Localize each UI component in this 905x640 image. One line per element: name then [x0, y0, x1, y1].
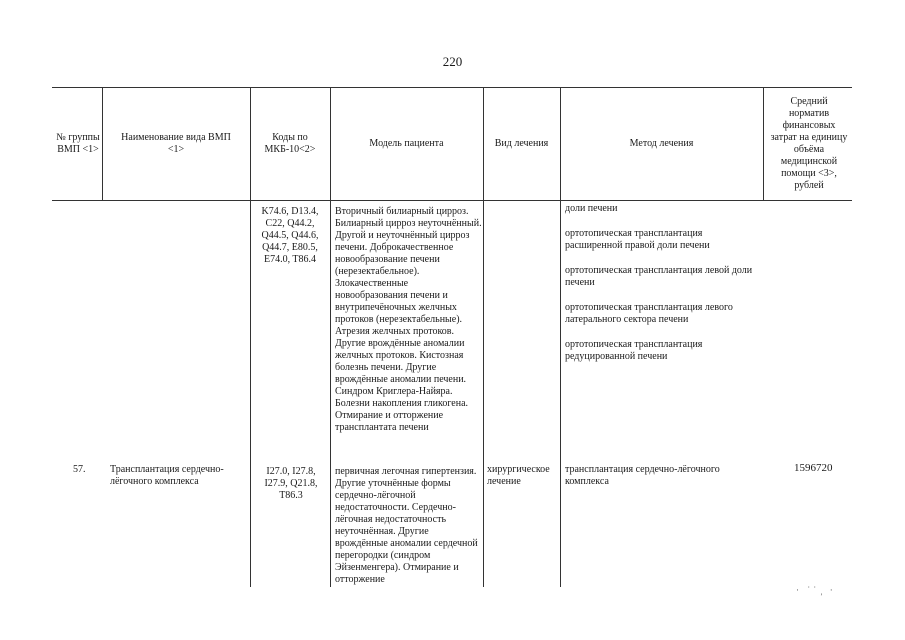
header-icd-codes-text: Коды по МКБ-10<2> — [264, 132, 316, 155]
column-divider-5 — [560, 87, 561, 587]
method-item: доли печени — [565, 203, 618, 214]
header-treatment-type-text: Вид лечения — [494, 138, 549, 149]
page-number: 220 — [442, 54, 463, 69]
header-group-number-text: № группы ВМП <1> — [56, 132, 100, 155]
table-row-2-methods — [565, 464, 760, 488]
header-patient-model-text: Модель пациента — [369, 138, 444, 149]
column-divider-4 — [483, 87, 484, 587]
column-divider-3 — [330, 87, 331, 587]
scan-artifact-marks: · ˙˙ ̦ · — [796, 585, 836, 595]
method-item: ортотопическая трансплантация левого латерального сектора печени — [565, 302, 733, 325]
table-row-2-treatment-type: хирургическое лечение — [487, 464, 550, 487]
column-divider-6 — [763, 87, 764, 200]
table-row-1-methods — [565, 203, 760, 376]
column-divider-1 — [102, 87, 103, 200]
table-row-2-codes: I27.0, I27.8, I27.9, Q21.8, T86.3 — [264, 466, 318, 501]
header-average-cost — [766, 88, 852, 200]
table-row-2-group-number: 57. — [73, 464, 86, 475]
method-item: трансплантация сердечно-лёгочного комплекса — [565, 464, 720, 487]
table-row-2-vmp-name: Трансплантация сердечно-лёгочного комплекса — [110, 464, 224, 487]
header-patient-model — [332, 90, 481, 198]
header-icd-codes — [252, 90, 328, 198]
header-treatment-method-text: Метод лечения — [629, 138, 694, 149]
method-item: ортотопическая трансплантация расширенной правой доли печени — [565, 228, 710, 251]
table-top-border — [52, 87, 852, 88]
method-item: ортотопическая трансплантация редуцированной печени — [565, 339, 703, 362]
header-treatment-method — [562, 90, 761, 198]
method-item: ортотопическая трансплантация левой доли печени — [565, 265, 753, 288]
table-row-2-cost: 1596720 — [794, 462, 833, 474]
column-divider-2 — [250, 87, 251, 587]
table-row-1-patient-model: Вторичный билиарный цирроз. Билиарный цирроз неуточнённый. Другой и неуточнённый цирроз печени. Доброкачественное новообразование печени (нерезектабельное). Злокачественные новообразования печени и внутрипечёночных желчных протоков (нерезектабельные). Атрезия желчных протоков. Другие врождённые аномалии желчных протоков. Кистозная болезнь печени. Другие врождённые аномалии печени. Синдром Криглера-Найяра. Болезни накопления гликогена. Отмирание и отторжение трансплантата печени — [335, 206, 482, 433]
table-row-1-codes: K74.6, D13.4, C22, Q44.2, Q44.5, Q44.6, Q44.7, E80.5, E74.0, T86.4 — [261, 206, 319, 265]
header-average-cost-text: Средний норматив финансовых затрат на единицу объёма медицинской помощи <3>, рублей — [770, 96, 848, 191]
header-group-number — [56, 90, 100, 198]
header-treatment-type — [485, 90, 558, 198]
header-vmp-name — [104, 90, 248, 198]
table-header-bottom-border — [52, 200, 852, 201]
table-row-2-patient-model: первичная легочная гипертензия. Другие уточнённые формы сердечно-лёгочной недостаточности. Сердечно-лёгочная недостаточность неуточнённая. Другие врождённые аномалии сердечной перегородки (синдром Эйзенменгера). Отмирание и отторжение — [335, 466, 478, 585]
header-vmp-name-text: Наименование вида ВМП <1> — [121, 132, 231, 155]
